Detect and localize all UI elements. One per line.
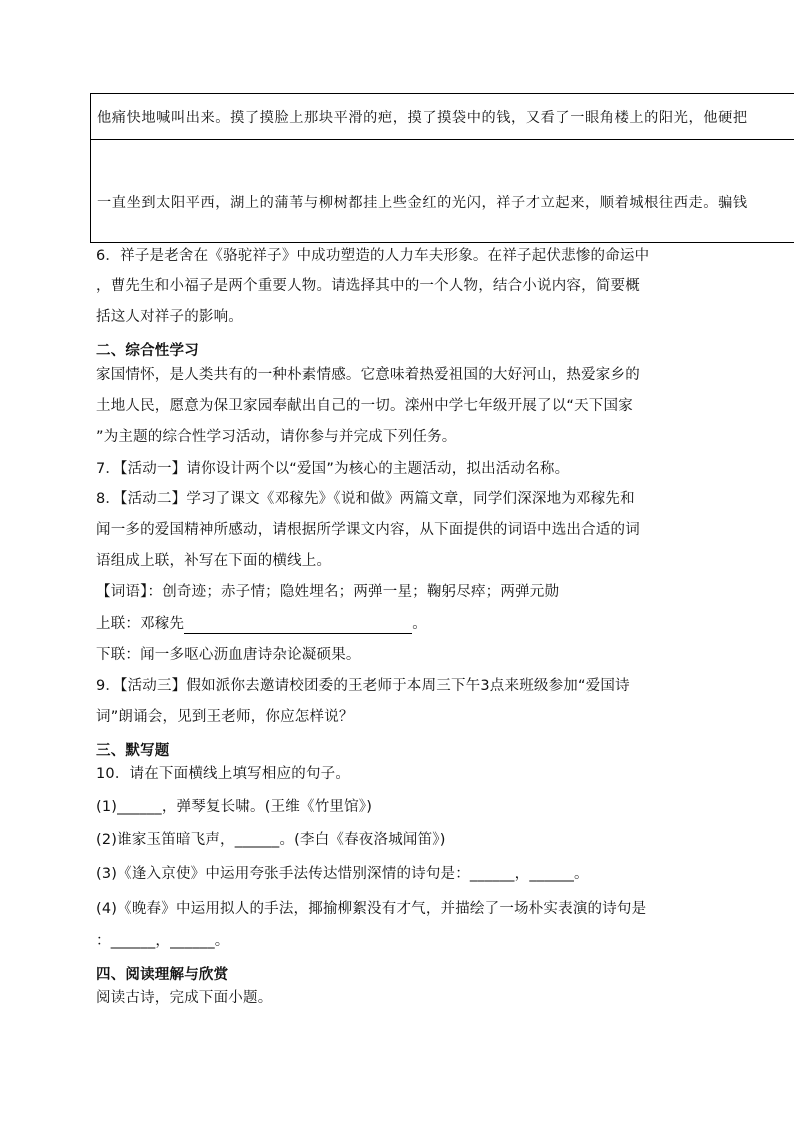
q6-line-3: 括这人对祥子的影响。 bbox=[96, 309, 243, 325]
q10-sentence-4a: (4)《晚春》中运用拟人的手法，揶揄柳絮没有才气，并描绘了一场朴实表演的诗句是 bbox=[96, 901, 647, 917]
q8-line-1: 8．【活动二】学习了课文《邓稼先》《说和做》两篇文章，同学们深深地为邓稼先和 bbox=[96, 491, 635, 507]
q9-line-2: 词”朗诵会，见到王老师，你应怎样说？ bbox=[96, 709, 354, 725]
q10: 10．请在下面横线上填写相应的句子。 bbox=[96, 766, 351, 782]
passage-row-1: 他痛快地喊叫出来。摸了摸脸上那块平滑的疤，摸了摸袋中的钱，又看了一眼角楼上的阳光，他硬把 bbox=[91, 94, 794, 140]
q8-words: 【词语】：创奇迹；赤子情；隐姓埋名；两弹一星；鞠躬尽瘁；两弹元勋 bbox=[96, 584, 560, 600]
upper-couplet-blank[interactable] bbox=[184, 618, 412, 634]
section-2-para-3: ”为主题的综合性学习活动，请你参与并完成下列任务。 bbox=[96, 429, 457, 445]
section-4-title: 四、阅读理解与欣赏 bbox=[96, 967, 229, 983]
q10-sentence-2: (2)谁家玉笛暗飞声，______。(李白《春夜洛城闻笛》) bbox=[96, 832, 446, 848]
q10-sentence-1: (1)______，弹琴复长啸。(王维《竹里馆》) bbox=[96, 799, 373, 815]
q8-lower-couplet: 下联：闻一多呕心沥血唐诗杂论凝硕果。 bbox=[96, 647, 361, 663]
passage-row-2 bbox=[91, 140, 794, 243]
passage-row-2-text: 一直坐到太阳平西，湖上的蒲苇与柳树都挂上些金红的光闪，祥子才立起来，顺着城根往西走。骗钱 bbox=[97, 195, 748, 211]
q7: 7．【活动一】请你设计两个以“爱国”为核心的主题活动，拟出活动名称。 bbox=[96, 461, 570, 477]
section-2-title: 二、综合性学习 bbox=[96, 343, 199, 359]
upper-couplet-label: 上联：邓稼先 bbox=[96, 616, 185, 632]
q8-line-2: 闻一多的爱国精神所感动，请根据所学课文内容，从下面提供的词语中选出合适的词 bbox=[96, 522, 640, 538]
q10-sentence-3: (3)《逢入京使》中运用夸张手法传达惜别深情的诗句是：______，______。 bbox=[96, 866, 589, 882]
q6-line-1: 6．祥子是老舍在《骆驼祥子》中成功塑造的人力车夫形象。在祥子起伏悲惨的命运中 bbox=[96, 248, 650, 264]
section-2-para-2: 土地人民，愿意为保卫家园奉献出自己的一切。滦州中学七年级开展了以“天下国家 bbox=[96, 398, 633, 414]
q9-line-1: 9．【活动三】假如派你去邀请校团委的王老师于本周三下午3点来班级参加“爱国诗 bbox=[96, 678, 630, 694]
q8-upper-couplet bbox=[96, 614, 427, 634]
passage-table bbox=[90, 93, 794, 243]
upper-couplet-end: 。 bbox=[412, 616, 427, 632]
section-4-para-1: 阅读古诗，完成下面小题。 bbox=[96, 990, 273, 1006]
q8-line-3: 语组成上联，补写在下面的横线上。 bbox=[96, 553, 332, 569]
section-2-para-1: 家国情怀，是人类共有的一种朴素情感。它意味着热爱祖国的大好河山，热爱家乡的 bbox=[96, 367, 640, 383]
q10-sentence-4b: ：______，______。 bbox=[96, 933, 230, 949]
section-3-title: 三、默写题 bbox=[96, 743, 170, 759]
q6-line-2: ，曹先生和小福子是两个重要人物。请选择其中的一个人物，结合小说内容，简要概 bbox=[96, 278, 640, 294]
